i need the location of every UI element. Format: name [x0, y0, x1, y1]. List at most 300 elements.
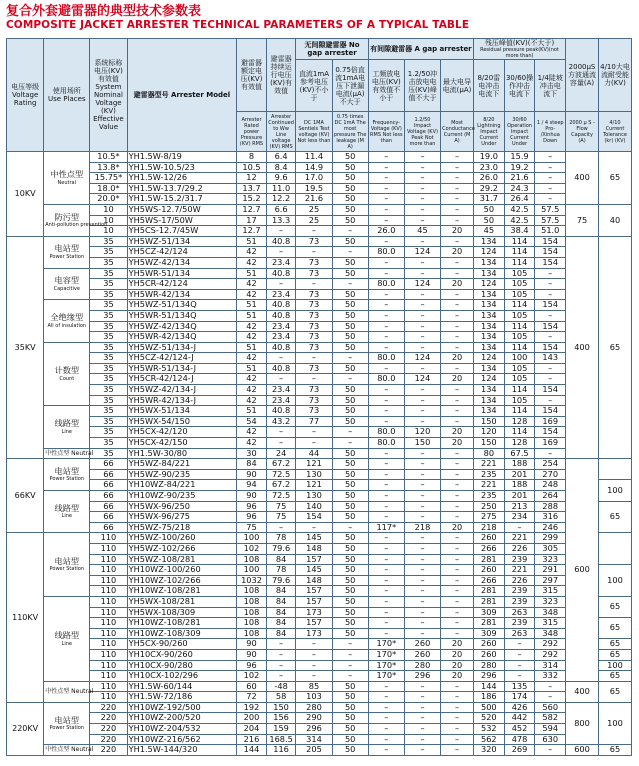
- value-cell: –: [504, 639, 535, 650]
- value-cell: 188: [504, 459, 535, 470]
- value-cell: 110: [90, 575, 127, 586]
- value-cell: 25: [296, 204, 332, 215]
- value-cell: –: [404, 183, 440, 194]
- value-cell: 80.0: [368, 438, 404, 449]
- value-cell: 50: [332, 724, 368, 735]
- value-cell: 50: [332, 533, 368, 544]
- squarewave-cell: 400: [566, 152, 599, 205]
- page-subtitle: COMPOSITE JACKET ARRESTER TECHNICAL PARAMETERS OF A TYPICAL TABLE: [6, 19, 470, 31]
- value-cell: –: [404, 607, 440, 618]
- value-cell: 124: [404, 279, 440, 290]
- model-cell: YH1.5W-12/26: [127, 173, 237, 184]
- value-cell: 35: [90, 448, 127, 459]
- value-cell: 73: [296, 268, 332, 279]
- high-current-cell: 65: [598, 501, 631, 533]
- value-cell: 44: [296, 448, 332, 459]
- value-cell: 26.0: [368, 226, 404, 237]
- value-cell: 13.7: [237, 183, 267, 194]
- value-cell: 110: [90, 607, 127, 618]
- value-cell: –: [266, 226, 296, 237]
- table-row: [7, 660, 632, 671]
- value-cell: 23.4: [266, 332, 296, 343]
- value-cell: 292: [535, 639, 566, 650]
- value-cell: 154: [535, 406, 566, 417]
- value-cell: 67.2: [266, 480, 296, 491]
- value-cell: –: [404, 491, 440, 502]
- value-cell: –: [441, 173, 474, 184]
- value-cell: –: [441, 268, 474, 279]
- value-cell: 320: [474, 745, 505, 756]
- value-cell: 50: [332, 162, 368, 173]
- value-cell: 281: [474, 596, 505, 607]
- voltage-rating-cell: 220KV: [7, 702, 44, 755]
- model-cell: YH1.5W-60/144: [127, 681, 237, 692]
- value-cell: 35: [90, 236, 127, 247]
- value-cell: –: [332, 374, 368, 385]
- table-row: [7, 575, 632, 586]
- value-cell: 348: [535, 628, 566, 639]
- value-cell: 205: [296, 745, 332, 756]
- value-cell: 73: [296, 342, 332, 353]
- value-cell: –: [368, 681, 404, 692]
- hdr-squarewave-en: 2000 μ S - Flow Capacity (A): [566, 112, 599, 152]
- value-cell: 220: [90, 702, 127, 713]
- model-cell: YH5WX-54/150: [127, 416, 237, 427]
- value-cell: 108: [237, 607, 267, 618]
- value-cell: 316: [535, 512, 566, 523]
- value-cell: 114: [504, 236, 535, 247]
- value-cell: –: [404, 469, 440, 480]
- model-cell: YH5WX-96/250: [127, 501, 237, 512]
- value-cell: 80.0: [368, 374, 404, 385]
- value-cell: 108: [237, 586, 267, 597]
- value-cell: 263: [504, 607, 535, 618]
- value-cell: 478: [504, 734, 535, 745]
- value-cell: 50: [332, 702, 368, 713]
- value-cell: 110: [90, 554, 127, 565]
- value-cell: 23.4: [266, 385, 296, 396]
- value-cell: 14.9: [296, 162, 332, 173]
- hdr-dc1ma: 直流1mA参考电压(KV)不小于: [296, 60, 332, 112]
- value-cell: –: [266, 279, 296, 290]
- value-cell: 323: [535, 554, 566, 565]
- value-cell: 260: [474, 565, 505, 576]
- value-cell: 120: [474, 427, 505, 438]
- value-cell: –: [296, 639, 332, 650]
- value-cell: 40.8: [266, 300, 296, 311]
- value-cell: 124: [474, 279, 505, 290]
- value-cell: 168.5: [266, 734, 296, 745]
- value-cell: 20: [441, 226, 474, 237]
- value-cell: –: [535, 310, 566, 321]
- value-cell: 35: [90, 353, 127, 364]
- value-cell: 134: [474, 289, 505, 300]
- value-cell: 40.8: [266, 236, 296, 247]
- value-cell: –: [441, 469, 474, 480]
- value-cell: –: [404, 575, 440, 586]
- value-cell: –: [296, 247, 332, 258]
- value-cell: 73: [296, 236, 332, 247]
- model-cell: YH10WZ-108/309: [127, 628, 237, 639]
- value-cell: 35: [90, 438, 127, 449]
- model-cell: YH5WS-17/50W: [127, 215, 237, 226]
- value-cell: 110: [90, 639, 127, 650]
- high-current-cell: 65: [598, 649, 631, 660]
- value-cell: 20.0*: [90, 194, 127, 205]
- value-cell: 157: [296, 586, 332, 597]
- value-cell: –: [266, 374, 296, 385]
- value-cell: 80.0: [368, 427, 404, 438]
- hdr-places: 使用场所 Use Places: [44, 39, 90, 152]
- value-cell: –: [368, 385, 404, 396]
- value-cell: –: [404, 236, 440, 247]
- value-cell: 594: [535, 724, 566, 735]
- value-cell: 75: [237, 522, 267, 533]
- value-cell: 157: [296, 596, 332, 607]
- value-cell: –: [368, 152, 404, 163]
- value-cell: 50: [332, 173, 368, 184]
- hdr-leakage: 0.75倍直流1mA电压下泄漏电流(μA)不大于: [332, 60, 368, 112]
- value-cell: –: [368, 257, 404, 268]
- value-cell: 20: [441, 660, 474, 671]
- value-cell: 84: [266, 554, 296, 565]
- value-cell: –: [404, 734, 440, 745]
- value-cell: –: [441, 565, 474, 576]
- value-cell: –: [535, 745, 566, 756]
- use-place-cell: [44, 268, 90, 300]
- value-cell: 281: [474, 586, 505, 597]
- value-cell: 35: [90, 321, 127, 332]
- model-cell: YH5WS-12.7/50W: [127, 204, 237, 215]
- table-row: [7, 459, 632, 470]
- value-cell: 266: [474, 575, 505, 586]
- value-cell: –: [368, 713, 404, 724]
- value-cell: 239: [504, 618, 535, 629]
- value-cell: –: [404, 533, 440, 544]
- value-cell: 50: [332, 268, 368, 279]
- value-cell: 114: [504, 427, 535, 438]
- value-cell: –: [296, 649, 332, 660]
- value-cell: 114: [504, 247, 535, 258]
- value-cell: 50: [332, 204, 368, 215]
- value-cell: 296: [296, 724, 332, 735]
- value-cell: –: [368, 236, 404, 247]
- value-cell: 288: [535, 501, 566, 512]
- value-cell: 26.4: [504, 194, 535, 205]
- value-cell: 134: [474, 236, 505, 247]
- value-cell: 201: [504, 469, 535, 480]
- value-cell: 84: [266, 628, 296, 639]
- value-cell: 35: [90, 289, 127, 300]
- value-cell: 154: [535, 236, 566, 247]
- value-cell: 500: [474, 702, 505, 713]
- value-cell: –: [441, 724, 474, 735]
- hdr-conductance-en: Most Conductance Current (M A): [441, 112, 474, 152]
- value-cell: 280: [474, 660, 505, 671]
- value-cell: 50: [332, 618, 368, 629]
- value-cell: 291: [535, 565, 566, 576]
- value-cell: 134: [474, 363, 505, 374]
- value-cell: 51: [237, 406, 267, 417]
- value-cell: 42.5: [504, 204, 535, 215]
- use-place-cell: [44, 533, 90, 597]
- value-cell: 562: [474, 734, 505, 745]
- value-cell: –: [441, 183, 474, 194]
- value-cell: 85: [296, 681, 332, 692]
- value-cell: 35: [90, 363, 127, 374]
- hdr-14-en: 1 / 4 steep Pro- /Xinhua Down: [535, 112, 566, 152]
- use-place-en: Capacitive: [53, 285, 80, 292]
- model-cell: YH5WZ-75/218: [127, 522, 237, 533]
- value-cell: 73: [296, 385, 332, 396]
- value-cell: 248: [535, 480, 566, 491]
- value-cell: 108: [237, 596, 267, 607]
- value-cell: 50: [332, 194, 368, 205]
- value-cell: –: [535, 268, 566, 279]
- table-row: [7, 183, 632, 194]
- value-cell: 102: [237, 671, 267, 682]
- value-cell: –: [368, 469, 404, 480]
- table-row: [7, 374, 632, 385]
- table-header: [7, 39, 632, 152]
- value-cell: 305: [535, 543, 566, 554]
- value-cell: 73: [296, 332, 332, 343]
- squarewave-cell: 600: [566, 745, 599, 756]
- table-row: [7, 565, 632, 576]
- hdr-highcurrent-en: 4/10 Current Tolerance (kr) (KV): [598, 112, 631, 152]
- value-cell: 296: [404, 671, 440, 682]
- value-cell: 29.2: [474, 183, 505, 194]
- value-cell: –: [404, 448, 440, 459]
- table-row: [7, 416, 632, 427]
- value-cell: 51: [237, 363, 267, 374]
- model-cell: YH5WZ-51/134-J: [127, 342, 237, 353]
- value-cell: –: [266, 438, 296, 449]
- value-cell: 9.6: [266, 173, 296, 184]
- value-cell: 35: [90, 332, 127, 343]
- value-cell: 280: [404, 660, 440, 671]
- value-cell: 130: [296, 469, 332, 480]
- model-cell: YH5WZ-42/134Q: [127, 321, 237, 332]
- value-cell: –: [266, 639, 296, 650]
- model-cell: YH1.5W-13.7/29.2: [127, 183, 237, 194]
- value-cell: –: [441, 628, 474, 639]
- high-current-cell: 65: [598, 236, 631, 458]
- value-cell: 108: [237, 628, 267, 639]
- use-place-cell: [44, 491, 90, 533]
- high-current-cell: 65: [598, 745, 631, 756]
- table-row: [7, 607, 632, 618]
- value-cell: –: [404, 565, 440, 576]
- value-cell: 157: [296, 554, 332, 565]
- high-current-cell: 65: [598, 671, 631, 682]
- value-cell: 10.5*: [90, 152, 127, 163]
- value-cell: 50: [332, 257, 368, 268]
- value-cell: 42: [237, 438, 267, 449]
- value-cell: –: [404, 692, 440, 703]
- model-cell: YH5WZ-100/260: [127, 533, 237, 544]
- value-cell: 292: [535, 649, 566, 660]
- value-cell: –: [441, 236, 474, 247]
- value-cell: 200: [237, 713, 267, 724]
- value-cell: –: [504, 671, 535, 682]
- value-cell: 58: [266, 692, 296, 703]
- model-cell: YH10WZ-100/260: [127, 565, 237, 576]
- value-cell: 560: [535, 702, 566, 713]
- table-row: [7, 300, 632, 311]
- value-cell: 114: [504, 385, 535, 396]
- value-cell: –: [266, 649, 296, 660]
- model-cell: YH10WZ-216/562: [127, 734, 237, 745]
- voltage-rating-cell: 66KV: [7, 459, 44, 533]
- value-cell: 79.6: [266, 575, 296, 586]
- value-cell: 114: [504, 321, 535, 332]
- value-cell: 260: [404, 639, 440, 650]
- value-cell: –: [368, 300, 404, 311]
- value-cell: –: [404, 480, 440, 491]
- value-cell: 40.8: [266, 310, 296, 321]
- table-row: [7, 353, 632, 364]
- value-cell: –: [332, 438, 368, 449]
- use-place-cn: 电站型: [54, 243, 80, 254]
- value-cell: 23.4: [266, 289, 296, 300]
- value-cell: 221: [474, 459, 505, 470]
- value-cell: 264: [535, 491, 566, 502]
- value-cell: –: [332, 649, 368, 660]
- value-cell: 72.5: [266, 491, 296, 502]
- value-cell: –: [441, 512, 474, 523]
- value-cell: 520: [474, 713, 505, 724]
- value-cell: 188: [504, 480, 535, 491]
- value-cell: –: [404, 501, 440, 512]
- value-cell: –: [535, 183, 566, 194]
- value-cell: 67.5: [504, 448, 535, 459]
- model-cell: YH5WR-42/134Q: [127, 332, 237, 343]
- value-cell: 124: [404, 374, 440, 385]
- value-cell: –: [535, 289, 566, 300]
- value-cell: -48: [266, 681, 296, 692]
- model-cell: YH5CX-42/150: [127, 438, 237, 449]
- use-place-cn: 电容型: [54, 275, 80, 286]
- model-cell: YH5WZ-84/221: [127, 459, 237, 470]
- value-cell: –: [441, 702, 474, 713]
- value-cell: 323: [535, 596, 566, 607]
- value-cell: 134: [474, 310, 505, 321]
- value-cell: 6.4: [266, 152, 296, 163]
- value-cell: –: [368, 575, 404, 586]
- value-cell: 40.8: [266, 342, 296, 353]
- value-cell: 90: [237, 639, 267, 650]
- model-cell: YH10WZ-108/281: [127, 618, 237, 629]
- value-cell: –: [441, 480, 474, 491]
- table-row: [7, 289, 632, 300]
- value-cell: 290: [296, 713, 332, 724]
- value-cell: –: [368, 342, 404, 353]
- hdr-3060: 30/60操作冲击电流下: [504, 60, 535, 112]
- value-cell: 221: [504, 565, 535, 576]
- model-cell: YH10CX-102/296: [127, 671, 237, 682]
- value-cell: –: [404, 628, 440, 639]
- value-cell: 35: [90, 385, 127, 396]
- value-cell: –: [535, 332, 566, 343]
- value-cell: 134: [474, 321, 505, 332]
- value-cell: 42: [237, 353, 267, 364]
- model-cell: YH1.5W-15.2/31.7: [127, 194, 237, 205]
- value-cell: 170*: [368, 660, 404, 671]
- value-cell: 314: [535, 660, 566, 671]
- use-place-cell: [44, 702, 90, 744]
- table-row: [7, 321, 632, 332]
- value-cell: 45: [404, 226, 440, 237]
- value-cell: –: [368, 607, 404, 618]
- hdr-impulse-discharge: 1.2/50冲击放电电压(KV)峰值不大于: [404, 60, 440, 112]
- value-cell: 84: [266, 618, 296, 629]
- value-cell: 150: [474, 416, 505, 427]
- value-cell: 80.0: [368, 279, 404, 290]
- high-current-cell: 65: [598, 639, 631, 650]
- value-cell: –: [441, 152, 474, 163]
- value-cell: –: [404, 745, 440, 756]
- value-cell: 116: [266, 745, 296, 756]
- value-cell: 50: [332, 713, 368, 724]
- value-cell: –: [296, 427, 332, 438]
- value-cell: 218: [404, 522, 440, 533]
- table-row: [7, 247, 632, 258]
- value-cell: –: [441, 215, 474, 226]
- value-cell: 72: [237, 692, 267, 703]
- hdr-cont: 避雷器持续运行电压(KV)有效值: [266, 39, 296, 112]
- value-cell: 19.2: [504, 162, 535, 173]
- hdr-14: 1/4陡坡冲击电流下: [535, 60, 566, 112]
- value-cell: 20: [441, 649, 474, 660]
- hdr-3060-en: 30/60 Operation Impact Current Under: [504, 112, 535, 152]
- hdr-rated-en: Arrester Rated power Pressure (KV) RMS: [237, 112, 267, 152]
- value-cell: 110: [90, 586, 127, 597]
- value-cell: –: [504, 660, 535, 671]
- table-row: [7, 713, 632, 724]
- value-cell: –: [441, 596, 474, 607]
- model-cell: YH5WR-42/134-J: [127, 395, 237, 406]
- value-cell: –: [441, 310, 474, 321]
- model-cell: YH5CZ-42/124-J: [127, 353, 237, 364]
- value-cell: –: [404, 459, 440, 470]
- value-cell: –: [368, 491, 404, 502]
- value-cell: 8: [237, 152, 267, 163]
- value-cell: 154: [535, 300, 566, 311]
- value-cell: 20: [441, 353, 474, 364]
- value-cell: 80.0: [368, 353, 404, 364]
- value-cell: 173: [296, 628, 332, 639]
- value-cell: 11.0: [266, 183, 296, 194]
- value-cell: –: [441, 300, 474, 311]
- value-cell: 43.2: [266, 416, 296, 427]
- value-cell: –: [368, 215, 404, 226]
- model-cell: YH1.5W-144/320: [127, 745, 237, 756]
- use-place-en: Anti-pollution prevention: [45, 222, 108, 229]
- value-cell: 73: [296, 289, 332, 300]
- value-cell: –: [368, 448, 404, 459]
- value-cell: –: [535, 448, 566, 459]
- value-cell: 154: [535, 257, 566, 268]
- value-cell: 114: [504, 300, 535, 311]
- value-cell: 150: [266, 702, 296, 713]
- value-cell: –: [441, 416, 474, 427]
- value-cell: 110: [90, 681, 127, 692]
- value-cell: 11.4: [296, 152, 332, 163]
- value-cell: 35: [90, 416, 127, 427]
- value-cell: –: [368, 554, 404, 565]
- hdr-group-gap: 有间隙避雷器 A gap arrester: [368, 39, 473, 60]
